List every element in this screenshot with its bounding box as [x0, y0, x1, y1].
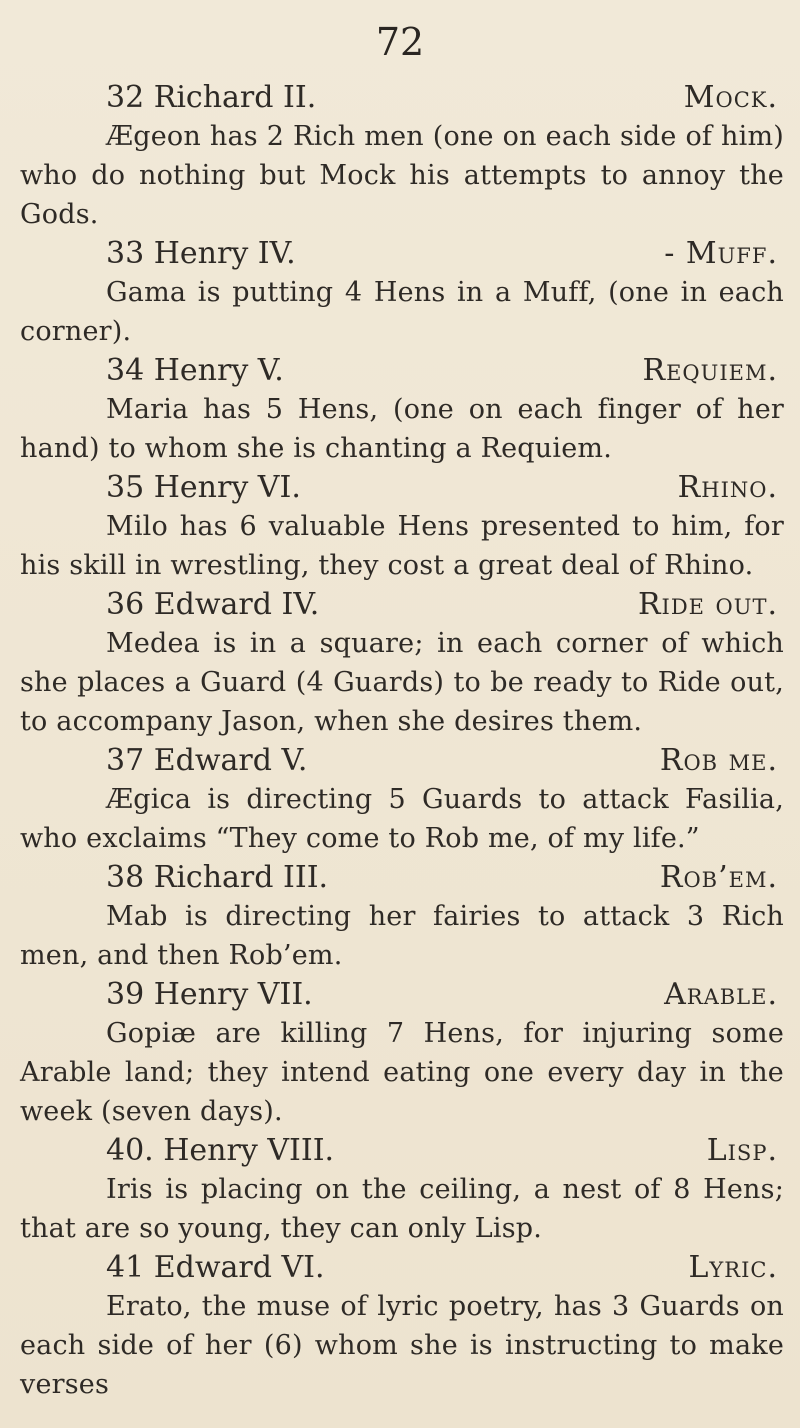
entry	[20, 1131, 784, 1248]
entry	[20, 234, 784, 351]
entry-number: 37	[106, 743, 145, 778]
entry-number: 32	[106, 80, 145, 115]
entry-number: 35	[106, 470, 145, 505]
memory-word: Rob me.	[659, 743, 778, 778]
entry	[20, 468, 784, 585]
monarch-name: Henry IV.	[153, 236, 296, 271]
monarch-heading	[106, 234, 296, 273]
entry-number: 40.	[106, 1133, 154, 1168]
entry-number: 34	[106, 353, 145, 388]
memory-word: Mock.	[683, 80, 778, 115]
entry-number: 38	[106, 860, 145, 895]
entry	[20, 1248, 784, 1404]
monarch-name: Edward VI.	[153, 1250, 325, 1285]
entry-heading	[20, 585, 784, 624]
entry	[20, 585, 784, 741]
page-number: 72	[375, 20, 425, 64]
memory-word: Rob’em.	[659, 860, 778, 895]
entry	[20, 741, 784, 858]
entry-heading	[20, 351, 784, 390]
monarch-heading	[106, 1131, 334, 1170]
memory-word: Arable.	[664, 977, 778, 1012]
entry-number: 39	[106, 977, 145, 1012]
entry-number: 33	[106, 236, 145, 271]
monarch-heading	[106, 1248, 325, 1287]
entry	[20, 78, 784, 234]
entry-text: Ægeon has 2 Rich men (one on each side of him) who do nothing but Mock his attempts to annoy the Gods.	[20, 121, 784, 230]
entry	[20, 351, 784, 468]
entry-text: Iris is placing on the ceiling, a nest of 8 Hens; that are so young, they can only Lisp.	[20, 1174, 784, 1244]
entry-text: Mab is directing her fairies to attack 3 Rich men, and then Rob’em.	[20, 901, 784, 971]
monarch-name: Henry V.	[153, 353, 284, 388]
entry-text: Milo has 6 valuable Hens presented to him, for his skill in wrestling, they cost a great deal of Rhino.	[20, 511, 784, 581]
entry-heading	[20, 741, 784, 780]
entry-heading	[20, 78, 784, 117]
entry-list	[20, 78, 784, 1404]
entry-number: 36	[106, 587, 145, 622]
monarch-heading	[106, 741, 307, 780]
entry-heading	[20, 1248, 784, 1287]
monarch-heading	[106, 78, 316, 117]
entry-heading	[20, 858, 784, 897]
monarch-heading	[106, 468, 301, 507]
entry-text: Ægica is directing 5 Guards to attack Fasilia, who exclaims “They come to Rob me, of my life.”	[20, 784, 784, 854]
entry	[20, 975, 784, 1131]
entry	[20, 858, 784, 975]
monarch-name: Henry VI.	[153, 470, 301, 505]
monarch-name: Edward IV.	[153, 587, 320, 622]
entry-text: Gama is putting 4 Hens in a Muff, (one in each corner).	[20, 277, 784, 347]
monarch-heading	[106, 858, 328, 897]
monarch-name: Richard III.	[153, 860, 329, 895]
entry-heading	[20, 234, 784, 273]
entry-heading	[20, 1131, 784, 1170]
entry-heading	[20, 975, 784, 1014]
entry-text: Medea is in a square; in each corner of which she places a Guard (4 Guards) to be ready to Ride out, to accompany Jason, when she desires them.	[20, 628, 784, 737]
monarch-name: Henry VIII.	[163, 1133, 335, 1168]
memory-word: Requiem.	[642, 353, 778, 388]
monarch-heading	[106, 585, 319, 624]
entry-text: Gopiæ are killing 7 Hens, for injuring some Arable land; they intend eating one every day in the week (seven days).	[20, 1018, 784, 1127]
memory-word: Lyric.	[688, 1250, 778, 1285]
entry-text: Maria has 5 Hens, (one on each finger of her hand) to whom she is chanting a Requiem.	[20, 394, 784, 464]
memory-word: Rhino.	[677, 470, 778, 505]
monarch-name: Henry VII.	[153, 977, 313, 1012]
monarch-name: Edward V.	[153, 743, 308, 778]
memory-word: Lisp.	[706, 1133, 778, 1168]
monarch-heading	[106, 351, 284, 390]
memory-word: - Muff.	[664, 236, 778, 271]
entry-text: Erato, the muse of lyric poetry, has 3 Guards on each side of her (6) whom she is instructing to make verses	[20, 1291, 784, 1400]
monarch-name: Richard II.	[153, 80, 317, 115]
memory-word: Ride out.	[637, 587, 778, 622]
entry-number: 41	[106, 1250, 145, 1285]
entry-heading	[20, 468, 784, 507]
monarch-heading	[106, 975, 313, 1014]
